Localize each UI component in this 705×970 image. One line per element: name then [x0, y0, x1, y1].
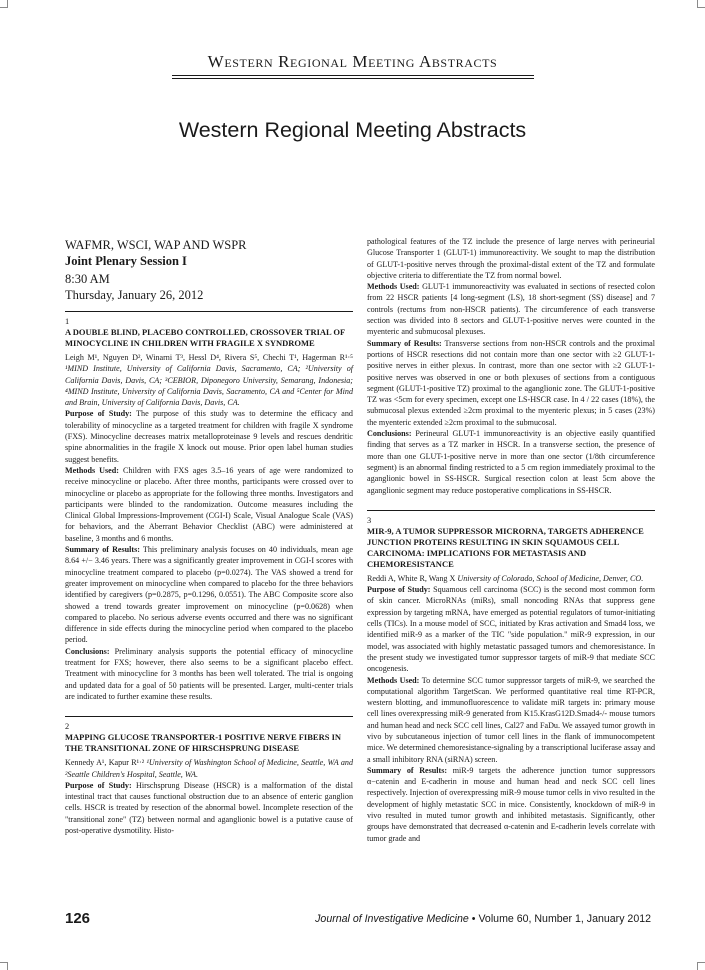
session-name: Joint Plenary Session I [65, 254, 187, 268]
methods-section [367, 675, 655, 765]
section-label: Methods Used: [65, 465, 119, 475]
section-label: Summary of Results: [65, 545, 140, 555]
abstract-number: 2 [65, 722, 70, 732]
running-head-rule-double [172, 78, 534, 79]
section-text: This preliminary analysis focuses on 40 individuals, mean age 8.64 +/− 3.46 years. There was a significantly greater improvement in CGI-I scores with minocycline treatment compared to placebo (p=0.0274). The VAS showed a trend for greater improvement on minocycline when compared to placebo for the three behaviors identified by caregivers (p=0.2875, p=0.1296, 0.0551). The ABC Composite score also showed a trend towards greater improvement on minocycline (p=0.0628) when compared to placebo. No serious adverse events occurred and there was no significant difference in side effects during the minocycline period when compared to the placebo period. [65, 545, 353, 645]
section-label: Summary of Results: [367, 765, 448, 775]
conclusions-section [65, 646, 353, 702]
right-column [367, 236, 655, 844]
crop-mark-bottom-left [0, 962, 8, 970]
abstract-authors [367, 573, 655, 584]
conclusions-section [367, 428, 655, 496]
section-text: Perineural GLUT-1 immunoreactivity is an objective easily quantified finding that serves as a TZ marker in HSCR. In a transverse section, the presence of more than one GLUT-1-positive nerve in more than one sector (1/8th circumference segment) is an abnormal finding restricted to a 5 cm region immediately proximal to the aganglionic bowel in SS-HSCR. Surgical resection colon at least 5cm above the aganglionic segment may reduce postoperative complications in SS-HSCR. [367, 429, 655, 495]
session-time: 8:30 AM [65, 272, 110, 286]
abstract-2 [65, 721, 353, 836]
section-text: The purpose of this study was to determine the efficacy and tolerability of minocycline as a targeted treatment for children with fragile X syndrome (FXS). Minocycline decreases matrix metalloproteinase 9 levels and rescues dendritic spine abnormalities in the fragile X knock out mouse. Prior open label human studies suggest benefits. [65, 409, 353, 464]
methods-section [367, 281, 655, 337]
section-label: Conclusions: [367, 429, 412, 439]
running-head: Western Regional Meeting Abstracts [207, 52, 498, 71]
section-text: Preliminary analysis supports the potential efficacy of minocycline treatment for FXS; however, there also seems to be a significant placebo effect. Treatment with minocycline for 3 months has been well tolerated. The trial is ongoing and updated data for a goal of 50 patients will be presented. Larger, multi-center trials are indicated to further examine these results. [65, 646, 353, 701]
author-list: Leigh M¹, Nguyen D², Winarni T³, Hessl D⁴, Rivera S⁵, Chechi T¹, Hagerman R¹·⁵ [65, 353, 353, 362]
section-text: Squamous cell carcinoma (SCC) is the second most common form of skin cancer. MicroRNAs (miRs), small noncoding RNAs that suppress gene expression by targeting mRNA, have emerged as potential regulators of tumor-initiating cells (TICs). In a mouse model of SCC, initiated by Kras activation and Smad4 loss, we identified miR-9 as a marker of the TIC "side population." miR-9 expression, in our model, was associated with highly metastatic passaged tumors and chemoresistance. In the present study we investigated tumor suppressor targets of miR-9 that mediate SCC oncogenesis. [367, 585, 655, 674]
author-list: Kennedy A¹, Kapur R¹·² [65, 758, 145, 768]
abstract-authors [65, 757, 353, 780]
crop-mark-top-right [697, 0, 705, 8]
page-number: 126 [65, 910, 91, 927]
crop-mark-top-left [0, 0, 8, 8]
abstract-title: MAPPING GLUCOSE TRANSPORTER-1 POSITIVE NERVE FIBERS IN THE TRANSITIONAL ZONE OF HIRSCHSPRUNG DISEASE [65, 732, 342, 754]
running-head-rule [172, 75, 534, 76]
section-label: Purpose of Study: [65, 409, 132, 419]
abstract-separator [65, 716, 353, 717]
abstract-title: MIR-9, A TUMOR SUPPRESSOR MICRORNA, TARGETS ADHERENCE JUNCTION PROTEINS RESULTING IN SKIN SQUAMOUS CELL CARCINOMA: IMPLICATIONS FOR METASTASIS AND CHEMORESISTANCE [367, 525, 644, 569]
session-organizations: WAFMR, WSCI, WAP AND WSPR [65, 238, 247, 252]
results-section [367, 765, 655, 844]
abstract-1 [65, 316, 353, 702]
purpose-section [367, 584, 655, 674]
journal-name: Journal of Investigative Medicine [315, 913, 469, 925]
abstract-title: A DOUBLE BLIND, PLACEBO CONTROLLED, CROSSOVER TRIAL OF MINOCYCLINE IN CHILDREN WITH FRAGILE X SYNDROME [65, 327, 345, 348]
crop-mark-bottom-right [697, 962, 705, 970]
section-label: Purpose of Study: [367, 585, 431, 595]
journal-volume: Volume 60, Number 1, January 2012 [478, 913, 651, 925]
section-text: Children with FXS ages 3.5–16 years of age were randomized to receive minocycline or placebo. After three months, participants were crossed over to minocycline or placebo as appropriate for the following three months. Investigators and participants were blinded to the randomization. Outcome measures including the Clinical Global Impressions-Improvement (CGI-I) Scale, Visual Analogue Scale (VAS) for behaviors, and the Aberrant Behavior Checklist (ABC) were administered at baseline, 3 months and 6 months. [65, 465, 354, 543]
abstract-separator [65, 311, 353, 312]
journal-citation [315, 913, 651, 925]
section-text: GLUT-1 immunoreactivity was evaluated in sections of resected colon from 22 HSCR patients [4 long-segment (LS), 18 short-segment (SS) disease] and 7 controls (rectums from non-HSCR patients). The circumference of each transverse section was divided into 8 sectors and GLUT-1-positive nerves were counted in the myenteric and submucosal plexuses. [367, 282, 655, 337]
author-affiliations: University of Colorado, School of Medicine, Denver, CO. [457, 573, 644, 583]
methods-section [65, 465, 353, 544]
abstract-number: 1 [65, 317, 70, 326]
section-text: Transverse sections from non-HSCR controls and the proximal portions of HSCR resections did not contain more than one sector with ≥2 GLUT-1-positive nerves in either plexus. In contrast, more than one sector with ≥2 GLUT-1-positive nerves was observed in one or both plexuses of sections from a contiguous segment (GLUT-1-positive TZ) proximal to the aganglionic zone. The GLUT-1-positive TZ was <5cm for every specimen, except one LS-HSCR case. In 4 / 22 cases (18%), the submucosal plexus extended ≥2cm proximal to the myenteric plexus; in 5 cases (23%) the myenteric extended ≥2cm proximal to the submucosal. [367, 338, 655, 427]
abstract-number: 3 [367, 515, 372, 525]
section-label: Methods Used: [367, 675, 420, 685]
section-label: Methods Used: [367, 282, 420, 292]
section-text: miR-9 targets the adherence junction tumor suppressors α−catenin and E-cadherin in mouse and human head and neck SCC cell lines respectively. Injection of overexpressing miR-9 mouse tumor cells in vivo resulted in the development of highly metastatic SCC in mice. Consistently, knockdown of miR-9 in vivo resulted in muted tumor growth and inhibited metastasis. Significantly, other groups have demonstrated that decreased α-catenin and E-cadherin levels correlate with tumor grade and [367, 765, 655, 843]
abstract-authors [65, 352, 353, 408]
purpose-continued: pathological features of the TZ include the presence of large nerves with perineurial Glucose Transporter 1 (GLUT-1) immunoreactivity. We sought to map the distribution of GLUT-1-positive nerves through the proximal-distal extent of the TZ and formulate objective criteria to differentiate the TZ from normal bowel. [367, 237, 655, 280]
section-text: To determine SCC tumor suppressor targets of miR-9, we searched the computational algorithm TargetScan. We performed quantitative real time RT-PCR, western blotting, and immunofluorescence to validate miR targets in: primary mouse cell lines overexpressing miR-9 generated from K15.KrasG12D.Smad4-/- mouse tumors and human head and neck SCC cell lines, Cal27 and FaDu. We assayed tumor growth in vivo by subcutaneous injection of tumor cell lines in the flank of immunocompetent mice. We determined chemoresistance-signaling by a transcriptional luciferase assay and a small inhibitory RNA (siRNA) screen. [367, 675, 655, 764]
left-column [65, 237, 353, 836]
section-label: Purpose of Study: [65, 780, 132, 790]
abstract-3 [367, 515, 655, 844]
abstract-separator [367, 510, 655, 511]
section-label: Summary of Results: [367, 338, 442, 348]
results-section [65, 544, 353, 646]
author-list: Reddi A, White R, Wang X [367, 573, 456, 583]
purpose-section [65, 408, 353, 464]
section-text: Hirschsprung Disease (HSCR) is a malformation of the distal intestinal tract that causes functional obstruction due to an absence of enteric ganglion cells. HSCR is treated by resection of the abnormal bowel. Incomplete resection of the "transitional zone" (TZ) between normal and aganglionic bowel is a putative cause of post-operative dysmotility. Histo- [65, 780, 353, 835]
session-date: Thursday, January 26, 2012 [65, 288, 204, 302]
results-section [367, 338, 655, 428]
purpose-section [65, 780, 353, 836]
page-title: Western Regional Meeting Abstracts [178, 118, 527, 142]
author-affiliations: ¹University of Washington School of Medicine, Seattle, WA and ²Seattle Children's Hospital, Seattle, WA. [65, 758, 353, 779]
author-affiliations: ¹MIND Institute, University of California Davis, Sacramento, CA; ²University of California Davis, Davis, CA; ³CEBIOR, Diponegoro University, Semarang, Indonesia; ⁴MIND Institute, University of California Davis, Sacramento, CA and ⁵Center for Mind and Brain, University of California Davis, Davis, CA. [65, 364, 353, 408]
citation-bullet: • [471, 913, 476, 925]
section-label: Conclusions: [65, 646, 110, 656]
